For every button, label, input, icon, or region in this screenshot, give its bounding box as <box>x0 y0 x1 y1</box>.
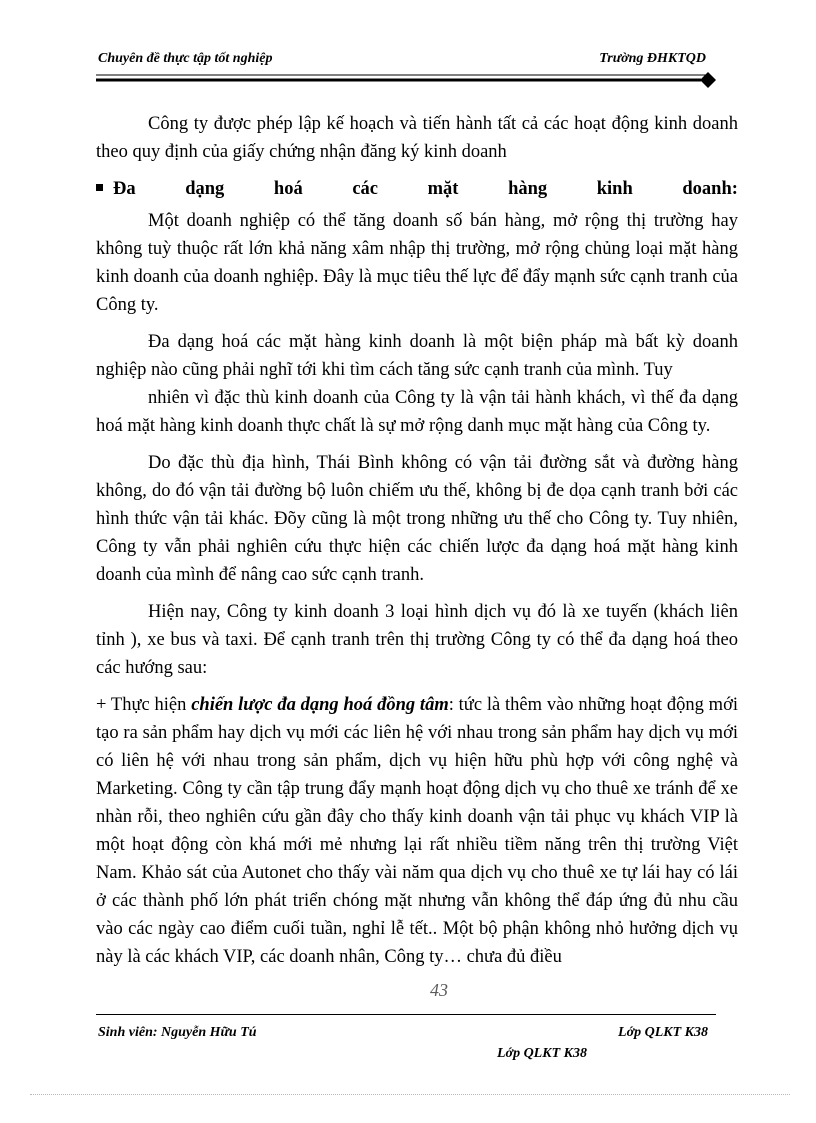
footer-class-duplicate: Lớp QLKT K38 <box>497 1046 587 1061</box>
bullet-word-1: Đa <box>96 175 136 203</box>
page-bottom-dotted-line <box>30 1094 790 1095</box>
bullet-word-5: mặt <box>427 179 459 199</box>
paragraph-7-start: + Thực hiện <box>96 695 192 715</box>
header-rule <box>96 70 716 90</box>
document-body <box>96 110 738 980</box>
paragraph-7-rest: : tức là thêm vào những hoạt động mới tạo ra sản phẩm hay dịch vụ mới các liên hệ với nhau trong sản phẩm hay dịch vụ mới có liên hệ với nhau trong sản phẩm, dịch vụ hiện hữu phù hợp với công nghệ và Marketing. Công ty cần tập trung đẩy mạnh hoạt động dịch vụ cho thuê xe tránh để xe nhàn rỗi, theo nghiên cứu gần đây cho thấy kinh doanh vận tải phục vụ khách VIP là một hoạt động còn khá mới mẻ nhưng lại rất nhiều tiềm năng trên thị trường Việt Nam. Khảo sát của Autonet cho thấy vài năm qua dịch vụ cho thuê xe tự lái hay có lái ở các thành phố lớn phát triển chóng mặt nhưng vẫn không thể đáp ứng đủ nhu cầu vào các ngày cao điểm cuối tuần, nghỉ lễ tết.. Một bộ phận không nhỏ hưởng dịch vụ này là các khách VIP, các doanh nhân, Công ty… chưa đủ điều <box>96 695 738 967</box>
paragraph-1: Công ty được phép lập kế hoạch và tiến hành tất cả các hoạt động kinh doanh theo quy định của giấy chứng nhận đăng ký kinh doanh <box>96 114 738 162</box>
paragraph-3: Đa dạng hoá các mặt hàng kinh doanh là một biện pháp mà bất kỳ doanh nghiệp nào cũng phải nghĩ tới khi tìm cách tăng sức cạnh tranh của mình. Tuy <box>96 332 738 380</box>
bullet-square-icon <box>96 184 103 191</box>
footer-student: Sinh viên: Nguyễn Hữu Tú <box>98 1025 257 1040</box>
paragraph-4: nhiên vì đặc thù kinh doanh của Công ty là vận tải hành khách, vì thế đa dạng hoá mặt hàng kinh doanh thực chất là sự mở rộng danh mục mặt hàng của Công ty. <box>96 388 738 436</box>
bullet-word-8: doanh: <box>682 179 738 199</box>
page-number: 43 <box>430 980 448 1000</box>
footer-class: Lớp QLKT K38 <box>618 1025 708 1040</box>
paragraph-5: Do đặc thù địa hình, Thái Bình không có vận tải đường sắt và đường hàng không, do đó vận tải đường bộ luôn chiếm ưu thế, không bị đe dọa cạnh tranh bởi các hình thức vận tải khác. Đõy cũng là một trong những ưu thế cho Công ty. Tuy nhiên, Công ty vẫn phải nghiên cứu thực hiện các chiến lược đa dạng hoá mặt hàng kinh doanh của mình để nâng cao sức cạnh tranh. <box>96 453 738 585</box>
bullet-heading <box>96 175 738 203</box>
paragraph-7 <box>96 691 738 971</box>
paragraph-6: Hiện nay, Công ty kinh doanh 3 loại hình dịch vụ đó là xe tuyến (khách liên tỉnh ), xe bus và taxi. Để cạnh tranh trên thị trường Công ty có thể đa dạng hoá theo các hướng sau: <box>96 602 738 678</box>
bullet-word-3: hoá <box>273 179 303 199</box>
footer-rule <box>96 1014 716 1015</box>
strategy-emphasis: chiến lược đa dạng hoá đồng tâm <box>191 695 449 715</box>
bullet-word-2: dạng <box>185 179 225 199</box>
bullet-word-6: hàng <box>508 179 548 199</box>
bullet-word-7: kinh <box>596 179 633 199</box>
bullet-word-4: các <box>352 179 379 199</box>
header-title: Chuyên đề thực tập tốt nghiệp <box>98 51 273 66</box>
paragraph-2: Một doanh nghiệp có thể tăng doanh số bán hàng, mở rộng thị trường hay không tuỳ thuộc rất lớn khả năng xâm nhập thị trường, mở rộng chủng loại mặt hàng kinh doanh của doanh nghiệp. Đây là mục tiêu thế lực để đẩy mạnh sức cạnh tranh của Công ty. <box>96 211 738 315</box>
header-school: Trường ĐHKTQD <box>599 51 706 66</box>
